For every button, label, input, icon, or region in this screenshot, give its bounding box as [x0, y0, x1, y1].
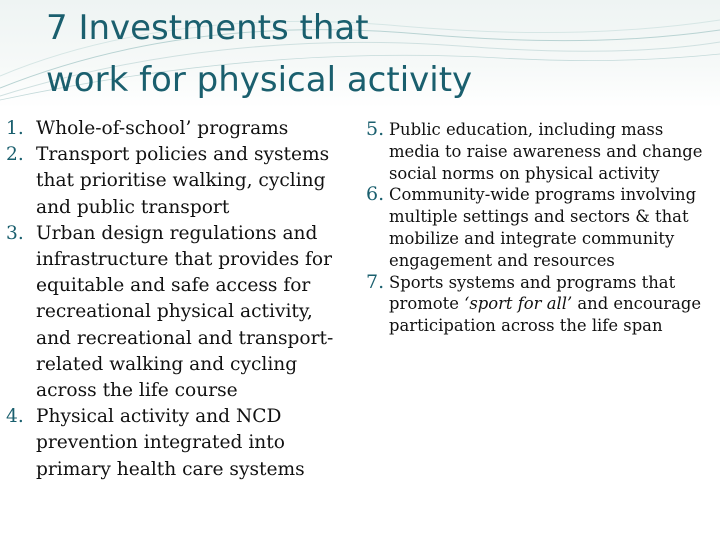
list-item	[6, 116, 352, 142]
item-text: Whole-of-school’ programs	[36, 118, 289, 139]
item-number: 2.	[6, 144, 24, 166]
item-text	[389, 273, 701, 336]
item-number: 4.	[6, 406, 24, 428]
item-number: 6.	[366, 183, 385, 206]
item-text: Physical activity and NCD prevention integrated into primary health care systems	[36, 406, 305, 480]
page-title	[46, 2, 472, 106]
item-text-emphasis: ‘sport for all’	[464, 294, 573, 314]
list-item	[6, 221, 352, 404]
title-line-1: 7 Investments that	[46, 8, 369, 48]
item-text: Community-wide programs involving multiple settings and sectors & that mobilize and integrate community engagement and resources	[389, 185, 697, 270]
item-text: Urban design regulations and infrastructure that provides for equitable and safe access for recreational physical activity, and recreational and transport-related walking and cycling across the life course	[36, 222, 334, 402]
item-number: 5.	[366, 118, 385, 140]
list-item	[366, 184, 718, 271]
title-line-2: work for physical activity	[46, 60, 473, 100]
item-number: 3.	[6, 222, 24, 244]
right-investment-list	[366, 119, 718, 337]
list-item	[6, 142, 352, 221]
item-number: 1.	[6, 118, 24, 139]
item-number: 7.	[366, 270, 385, 293]
list-item	[6, 404, 352, 483]
item-text-before: Sports systems and programs that promote	[389, 272, 676, 314]
item-text: Public education, including mass media to raise awareness and change social norms on physical activity	[389, 120, 703, 183]
left-investment-list	[6, 116, 352, 483]
item-text-after: and encourage participation across the life span	[389, 294, 702, 336]
list-item	[366, 119, 718, 184]
list-item	[366, 272, 718, 337]
item-text: Transport policies and systems that prioritise walking, cycling and public transport	[36, 144, 330, 218]
